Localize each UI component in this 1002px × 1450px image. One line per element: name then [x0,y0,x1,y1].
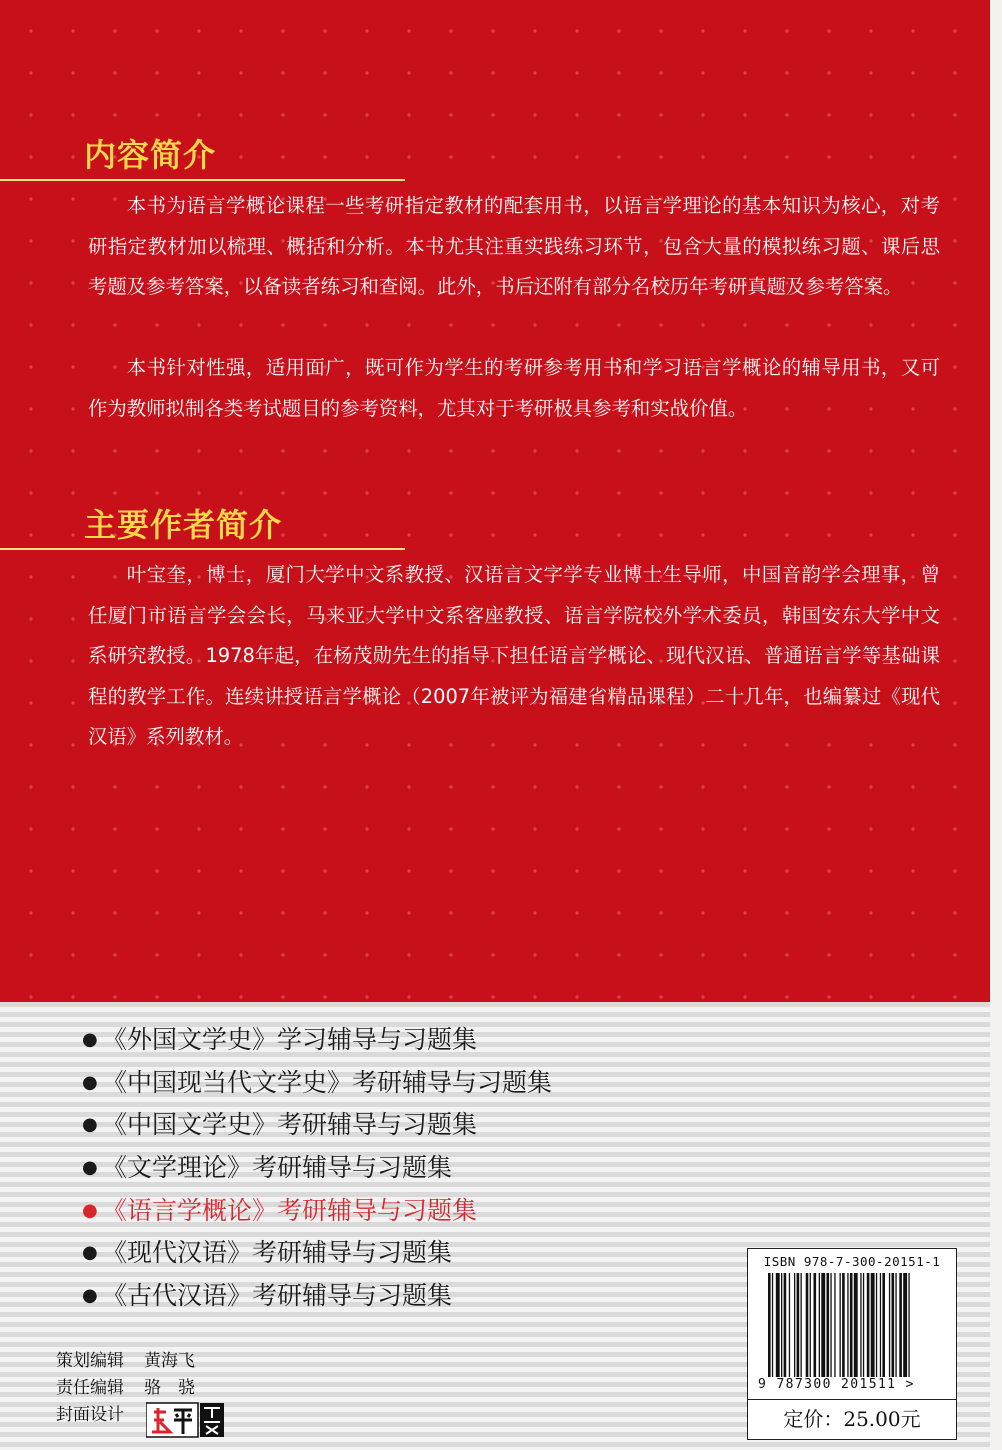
series-book-item [82,1147,552,1190]
intro-paragraph-2: 本书针对性强，适用面广，既可作为学生的考研参考用书和学习语言学概论的辅导用书，又可作为教师拟制各类考试题目的参考资料，尤其对于考研极具参考和实战价值。 [88,356,940,420]
bullet-icon: ● [82,1114,98,1136]
series-book-item [82,1232,552,1275]
credit-responsible-editor [56,1375,195,1402]
series-book-item-current [82,1190,552,1233]
series-book-list [82,1019,552,1318]
series-book-title: 《中国文学史》考研辅导与习题集 [102,1110,478,1140]
credit-label: 责任编辑 [56,1378,124,1398]
bullet-icon: ● [82,1029,98,1050]
isbn-number: ISBN 978-7-300-20151-1 [763,1254,941,1269]
series-book-title: 《现代汉语》考研辅导与习题集 [102,1238,453,1268]
series-book-title: 《古代汉语》考研辅导与习题集 [102,1281,453,1311]
credit-name: 黄海飞 [144,1351,195,1371]
bullet-icon: ● [82,1242,98,1264]
series-book-title: 《文学理论》考研辅导与习题集 [102,1153,453,1183]
series-book-item [82,1275,552,1318]
credit-name: 骆 骁 [144,1378,195,1398]
series-book-title: 《中国现当代文学史》考研辅导与习题集 [102,1067,553,1097]
price-label: 定价：25.00元 [783,1407,921,1431]
bullet-icon: ● [82,1285,98,1307]
barcode-icon [766,1273,938,1377]
cover-designer-logo [146,1402,226,1438]
series-book-item [82,1019,552,1062]
isbn-barcode-box [747,1248,957,1440]
price-divider [748,1399,956,1400]
credit-label: 策划编辑 [56,1351,124,1371]
author-paragraph: 叶宝奎，博士，厦门大学中文系教授、汉语言文字学专业博士生导师，中国音韵学会理事，曾任厦门市语言学会会长，马来亚大学中文系客座教授、语言学院校外学术委员，韩国安东大学中文系研究教授。1978年起，在杨茂勋先生的指导下担任语言学概论、现代汉语、普通语言学等基础课程的教学工作。连续讲授语言学概论（2007年被评为福建省精品课程）二十几年，也编纂过《现代汉语》系列教材。 [88,563,940,748]
series-book-title: 《外国文学史》学习辅导与习题集 [102,1025,478,1054]
intro-heading-rule [0,179,405,181]
author-heading-rule [0,548,405,550]
series-book-title: 《语言学概论》考研辅导与习题集 [102,1195,478,1225]
bullet-icon: ● [82,1071,98,1093]
series-book-item [82,1104,552,1147]
bullet-icon: ● [82,1199,98,1221]
author-heading: 主要作者简介 [84,506,283,544]
intro-paragraph-1: 本书为语言学概论课程一些考研指定教材的配套用书，以语言学理论的基本知识为核心，对考研指定教材加以梳理、概括和分析。本书尤其注重实践练习环节，包含大量的模拟练习题、课后思考题及参考答案，以备读者练习和查阅。此外，书后还附有部分名校历年考研真题及参考答案。 [88,194,940,298]
series-book-item [82,1062,552,1105]
page-edge [990,0,1002,1450]
credit-label: 封面设计 [56,1405,124,1425]
credit-planning-editor [56,1348,195,1375]
intro-heading: 内容简介 [84,136,217,174]
barcode-digits: 9 787300 201511 > [758,1377,915,1392]
bullet-icon: ● [82,1157,98,1179]
